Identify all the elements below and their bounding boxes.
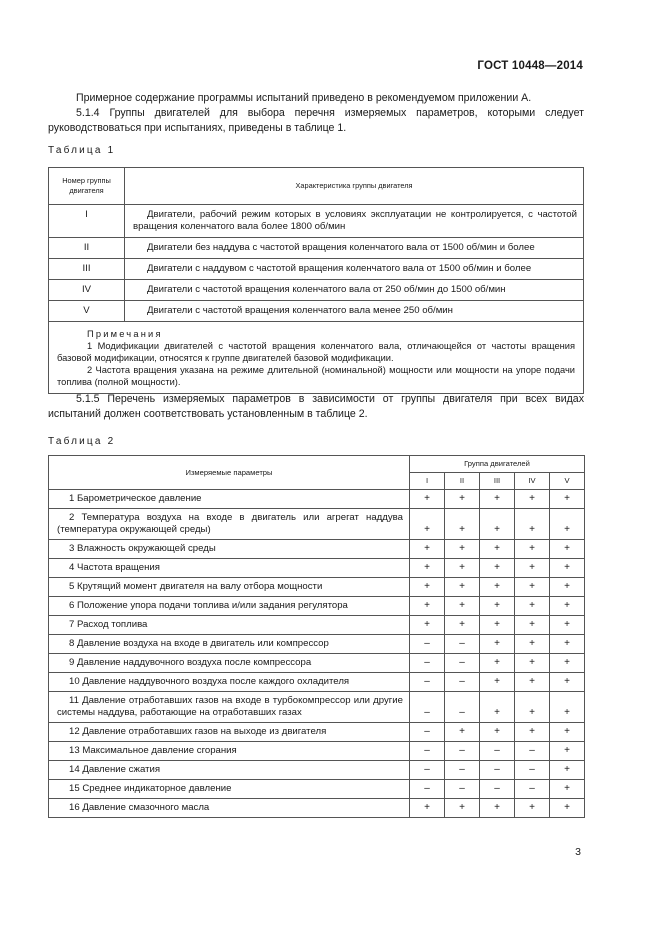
parameter-name-text: 6 Положение упора подачи топлива и/или задания регулятора xyxy=(69,600,348,611)
group-mark: + xyxy=(550,673,585,692)
group-mark: – xyxy=(445,635,480,654)
paragraph-5-1-5: 5.1.5 Перечень измеряемых параметров в зависимости от группы двигателя при всех видах испытаний должен соответствовать установленным в таблице 2. xyxy=(48,393,584,420)
group-mark: + xyxy=(480,635,515,654)
group-mark: + xyxy=(515,509,550,540)
parameter-name-text: 15 Среднее индикаторное давление xyxy=(69,783,232,794)
group-mark: – xyxy=(410,654,445,673)
group-mark: + xyxy=(445,490,480,509)
table-engine-groups xyxy=(48,167,584,394)
group-mark: – xyxy=(410,692,445,723)
parameter-name-text: 5 Крутящий момент двигателя на валу отбора мощности xyxy=(69,581,323,592)
group-mark: + xyxy=(445,723,480,742)
parameter-name xyxy=(49,597,410,616)
table1-row xyxy=(49,238,584,259)
parameter-name xyxy=(49,673,410,692)
parameter-name xyxy=(49,742,410,761)
table1-row xyxy=(49,259,584,280)
group-mark: – xyxy=(410,723,445,742)
note-2: 2 Частота вращения указана на режиме длительной (номинальной) мощности или мощности на упоре подачи топлива (полной мощности). xyxy=(57,365,575,387)
table2-row xyxy=(49,692,585,723)
group-mark: + xyxy=(550,654,585,673)
standard-id: ГОСТ 10448—2014 xyxy=(477,60,583,72)
group-mark: + xyxy=(515,597,550,616)
group-mark: + xyxy=(515,799,550,818)
group-characteristic-text: Двигатели с наддувом с частотой вращения коленчатого вала от 1500 об/мин и более xyxy=(147,263,532,274)
table1-row xyxy=(49,301,584,322)
parameter-name-text: 14 Давление сжатия xyxy=(69,764,161,775)
group-mark: – xyxy=(410,761,445,780)
table2-row xyxy=(49,578,585,597)
group-mark: – xyxy=(410,742,445,761)
group-mark: + xyxy=(480,723,515,742)
group-number: IV xyxy=(49,280,125,301)
group-characteristic xyxy=(125,259,584,280)
group-mark: – xyxy=(445,742,480,761)
table2-row xyxy=(49,509,585,540)
group-mark: + xyxy=(480,490,515,509)
group-mark: – xyxy=(515,761,550,780)
group-characteristic xyxy=(125,280,584,301)
group-mark: + xyxy=(515,559,550,578)
page-number: 3 xyxy=(575,846,581,858)
group-mark: + xyxy=(550,597,585,616)
table2-row xyxy=(49,635,585,654)
parameter-name xyxy=(49,780,410,799)
parameter-name-text: 16 Давление смазочного масла xyxy=(69,802,210,813)
parameter-name-text: 7 Расход топлива xyxy=(69,619,148,630)
group-mark: – xyxy=(445,761,480,780)
group-mark: + xyxy=(550,742,585,761)
parameter-name-text: 8 Давление воздуха на входе в двигатель или компрессор xyxy=(69,638,329,649)
parameter-name-text: 10 Давление наддувочного воздуха после каждого охладителя xyxy=(69,676,350,687)
table2-row xyxy=(49,597,585,616)
group-mark: – xyxy=(515,742,550,761)
table2-row xyxy=(49,540,585,559)
group-mark: + xyxy=(410,578,445,597)
table2-header-params: Измеряемые параметры xyxy=(49,456,410,490)
parameter-name xyxy=(49,635,410,654)
parameter-name xyxy=(49,723,410,742)
group-mark: + xyxy=(480,692,515,723)
group-mark: + xyxy=(445,559,480,578)
group-mark: + xyxy=(480,654,515,673)
group-column-header: III xyxy=(480,473,515,490)
group-mark: + xyxy=(480,597,515,616)
group-number: II xyxy=(49,238,125,259)
group-mark: + xyxy=(515,723,550,742)
group-mark: – xyxy=(480,780,515,799)
table2-body xyxy=(49,490,585,818)
group-mark: + xyxy=(445,597,480,616)
table1-row xyxy=(49,205,584,238)
group-characteristic-text: Двигатели с частотой вращения коленчатого вала от 250 об/мин до 1500 об/мин xyxy=(147,284,506,295)
group-mark: + xyxy=(550,490,585,509)
group-mark: + xyxy=(550,692,585,723)
parameter-name-text: 2 Температура воздуха на входе в двигатель или агрегат наддува (температура окружающей среды) xyxy=(57,512,403,535)
table2-row xyxy=(49,723,585,742)
group-mark: + xyxy=(410,616,445,635)
table1-body xyxy=(49,205,584,322)
group-mark: + xyxy=(410,799,445,818)
table2-row xyxy=(49,799,585,818)
table2-header-groups: Группа двигателей xyxy=(410,456,585,473)
group-characteristic-text: Двигатели, рабочий режим которых в условиях эксплуатации не контролируется, с частотой вращения коленчатого вала более 1800 об/мин xyxy=(133,209,577,232)
group-mark: + xyxy=(515,673,550,692)
group-mark: + xyxy=(515,635,550,654)
parameter-name xyxy=(49,559,410,578)
parameter-name-text: 12 Давление отработавших газов на выходе из двигателя xyxy=(69,726,327,737)
parameter-name xyxy=(49,654,410,673)
parameter-name xyxy=(49,490,410,509)
group-number: III xyxy=(49,259,125,280)
group-mark: + xyxy=(550,559,585,578)
group-mark: – xyxy=(410,673,445,692)
table2-row xyxy=(49,559,585,578)
paragraph-5-1-4: 5.1.4 Группы двигателей для выбора перечня измеряемых параметров, которыми следует руководствоваться при испытаниях, приведены в таблице 1. xyxy=(48,107,584,134)
table1-row xyxy=(49,280,584,301)
table1-notes xyxy=(49,322,584,394)
group-mark: + xyxy=(410,540,445,559)
paragraph-appendix-reference: Примерное содержание программы испытаний приведено в рекомендуемом приложении А. xyxy=(76,92,532,104)
group-mark: – xyxy=(445,654,480,673)
parameter-name-text: 13 Максимальное давление сгорания xyxy=(69,745,237,756)
group-mark: + xyxy=(445,616,480,635)
parameter-name xyxy=(49,692,410,723)
group-mark: + xyxy=(445,509,480,540)
parameter-name xyxy=(49,616,410,635)
parameter-name xyxy=(49,799,410,818)
group-column-header: V xyxy=(550,473,585,490)
group-mark: + xyxy=(410,490,445,509)
group-mark: + xyxy=(515,692,550,723)
table-measured-parameters xyxy=(48,455,585,818)
group-mark: + xyxy=(515,578,550,597)
group-mark: + xyxy=(480,559,515,578)
parameter-name-text: 4 Частота вращения xyxy=(69,562,160,573)
group-mark: – xyxy=(410,635,445,654)
group-column-header: I xyxy=(410,473,445,490)
notes-title: Примечания xyxy=(87,329,163,339)
group-characteristic xyxy=(125,238,584,259)
group-mark: + xyxy=(480,673,515,692)
group-mark: + xyxy=(445,540,480,559)
group-number: V xyxy=(49,301,125,322)
group-mark: – xyxy=(515,780,550,799)
group-mark: – xyxy=(445,780,480,799)
table2-row xyxy=(49,780,585,799)
group-characteristic-text: Двигатели без наддува с частотой вращения коленчатого вала от 1500 об/мин и более xyxy=(147,242,535,253)
group-mark: – xyxy=(480,742,515,761)
group-mark: + xyxy=(550,616,585,635)
note-1: 1 Модификации двигателей с частотой вращения коленчатого вала, отличающейся от частоты вращения базовой модификации, относятся к группе двигателей базовой модификации. xyxy=(57,341,575,363)
table2-row xyxy=(49,490,585,509)
table1-header-group-number: Номер группы двигателя xyxy=(49,168,125,205)
group-number: I xyxy=(49,205,125,238)
table2-row xyxy=(49,616,585,635)
group-column-header: IV xyxy=(515,473,550,490)
group-mark: + xyxy=(515,654,550,673)
group-characteristic-text: Двигатели с частотой вращения коленчатого вала менее 250 об/мин xyxy=(147,305,453,316)
group-mark: + xyxy=(410,597,445,616)
parameter-name-text: 9 Давление наддувочного воздуха после компрессора xyxy=(69,657,312,668)
group-mark: + xyxy=(550,509,585,540)
group-mark: + xyxy=(515,540,550,559)
group-mark: + xyxy=(480,578,515,597)
parameter-name xyxy=(49,578,410,597)
parameter-name-text: 3 Влажность окружающей среды xyxy=(69,543,216,554)
group-mark: + xyxy=(550,578,585,597)
parameter-name xyxy=(49,540,410,559)
group-mark: + xyxy=(550,540,585,559)
table1-caption: Таблица 1 xyxy=(48,145,116,156)
group-mark: + xyxy=(445,578,480,597)
group-mark: – xyxy=(410,780,445,799)
group-mark: + xyxy=(480,799,515,818)
group-mark: + xyxy=(550,635,585,654)
parameter-name-text: 11 Давление отработавших газов на входе в турбокомпрессор или другие системы наддува, работающие на отработавших газах xyxy=(57,695,403,718)
group-mark: + xyxy=(550,723,585,742)
group-mark: – xyxy=(480,761,515,780)
group-mark: + xyxy=(445,799,480,818)
group-mark: – xyxy=(445,692,480,723)
table1-header-characteristic: Характеристика группы двигателя xyxy=(125,168,584,205)
group-mark: + xyxy=(410,509,445,540)
group-mark: + xyxy=(515,490,550,509)
group-mark: + xyxy=(480,540,515,559)
group-mark: – xyxy=(445,673,480,692)
parameter-name xyxy=(49,509,410,540)
group-column-header: II xyxy=(445,473,480,490)
group-characteristic xyxy=(125,205,584,238)
table2-row xyxy=(49,673,585,692)
group-mark: + xyxy=(550,780,585,799)
group-mark: + xyxy=(410,559,445,578)
group-mark: + xyxy=(550,799,585,818)
parameter-name xyxy=(49,761,410,780)
table2-row xyxy=(49,742,585,761)
table2-row xyxy=(49,654,585,673)
group-mark: + xyxy=(480,509,515,540)
table2-caption: Таблица 2 xyxy=(48,436,116,447)
table2-row xyxy=(49,761,585,780)
parameter-name-text: 1 Барометрическое давление xyxy=(69,493,202,504)
group-mark: + xyxy=(480,616,515,635)
group-mark: + xyxy=(515,616,550,635)
group-mark: + xyxy=(550,761,585,780)
group-characteristic xyxy=(125,301,584,322)
